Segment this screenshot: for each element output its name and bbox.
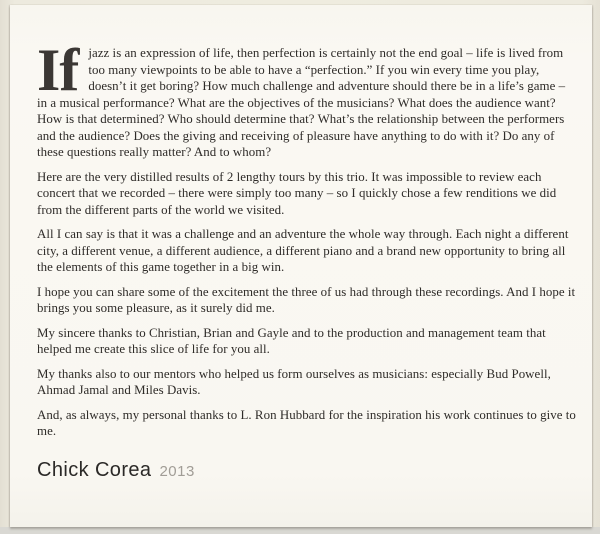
paragraph-thanks-hubbard: And, as always, my personal thanks to L. Ron Hubbard for the inspiration his work continues to give to me.	[37, 407, 576, 438]
paragraph-challenge: All I can say is that it was a challenge and an adventure the whole way through. Each night a different city, a different venue, a different audience, a different piano and a brand new opportunity to bring all the elements of this game together in a big win.	[37, 227, 569, 274]
liner-notes-text	[37, 37, 577, 481]
paragraph-intro	[37, 37, 577, 161]
paragraph-thanks-mentors: My thanks also to our mentors who helped us form ourselves as musicians: especially Bud Powell, Ahmad Jamal and Miles Davis.	[37, 366, 551, 397]
booklet-page	[10, 5, 592, 527]
paragraph-thanks-team: My sincere thanks to Christian, Brian and Gayle and to the production and management team that helped me create this slice of life for you all.	[37, 325, 546, 356]
page-bottom-shadow	[0, 527, 600, 534]
signature-name: Chick Corea	[37, 458, 152, 481]
paragraph-tours: Here are the very distilled results of 2 lengthy tours by this trio. It was impossible to review each concert that we recorded – there were simply too many – so I quickly chose a few renditions we did from the different parts of the world we visited.	[37, 169, 557, 217]
signature	[37, 458, 577, 481]
paragraph-intro-text: jazz is an expression of life, then perfection is certainly not the end goal – life is lived from too many viewpoints to be able to have a “perfection.” If you win every time you play, doesn’t it get boring? How much challenge and adventure should there be in a life’s game – in a musical performance? What are the objectives of the musicians? What does the audience want? How is that determined? Who should determine that? What’s the relationship between the performers and the audience? Does the giving and receiving of pleasure have anything to do with it? Do any of these questions really matter? And to whom?	[37, 46, 566, 159]
paragraph-hope: I hope you can share some of the excitement the three of us had through these recordings. And I hope it brings you some pleasure, as it surely did me.	[37, 284, 576, 315]
dropcap-if: If	[37, 37, 79, 103]
signature-year: 2013	[159, 462, 195, 480]
